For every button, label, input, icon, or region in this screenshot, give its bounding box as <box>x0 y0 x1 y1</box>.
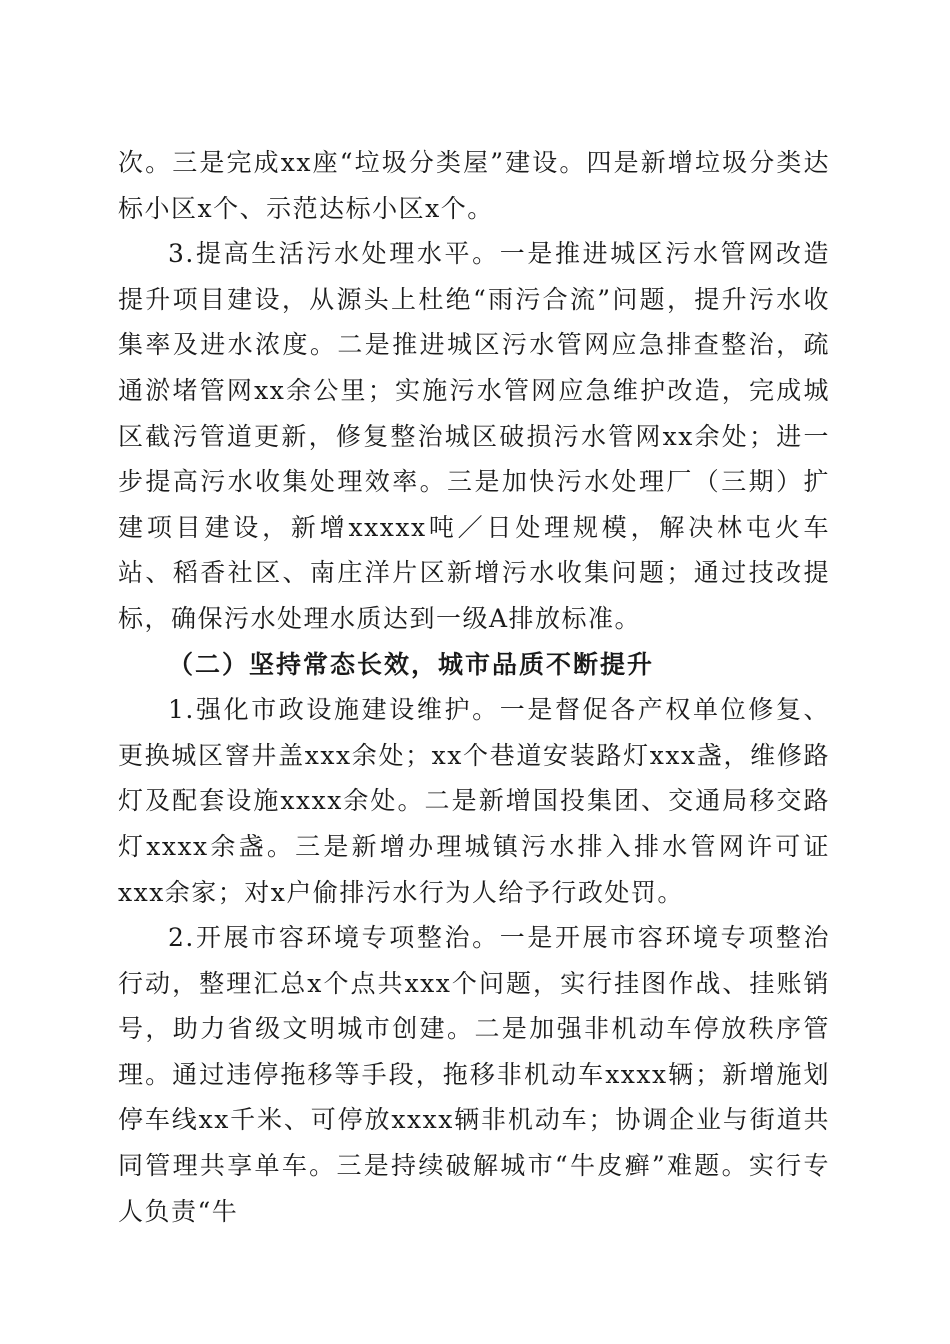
paragraph-waste-sorting-continued: 次。三是完成xx座“垃圾分类屋”建设。四是新增垃圾分类达标小区x个、示范达标小区x个。 <box>118 148 830 223</box>
paragraph-sewage-treatment: 3.提高生活污水处理水平。一是推进城区污水管网改造提升项目建设，从源头上杜绝“雨污合流”问题，提升污水收集率及进水浓度。二是推进城区污水管网应急排查整治，疏通淤堵管网xx余公里；实施污水管网应急维护改造，完成城区截污管道更新，修复整治城区破损污水管网xx余处；进一步提高污水收集处理效率。三是加快污水处理厂（三期）扩建项目建设，新增xxxxx吨／日处理规模，解决林屯火车站、稻香社区、南庄洋片区新增污水收集问题；通过技改提标，确保污水处理水质达到一级A排放标准。 <box>118 239 830 633</box>
paragraph-city-appearance: 2.开展市容环境专项整治。一是开展市容环境专项整治行动，整理汇总x个点共xxx个问题，实行挂图作战、挂账销号，助力省级文明城市创建。二是加强非机动车停放秩序管理。通过违停拖移等手段，拖移非机动车xxxx辆；新增施划停车线xx千米、可停放xxxx辆非机动车；协调企业与街道共同管理共享单车。三是持续破解城市“牛皮癣”难题。实行专人负责“牛 <box>118 923 830 1226</box>
paragraph-municipal-facilities: 1.强化市政设施建设维护。一是督促各产权单位修复、更换城区窨井盖xxx余处；xx个巷道安装路灯xxx盏，维修路灯及配套设施xxxx余处。二是新增国投集团、交通局移交路灯xxxx余盏。三是新增办理城镇污水排入排水管网许可证xxx余家；对x户偷排污水行为人给予行政处罚。 <box>118 695 830 907</box>
document-page <box>118 140 830 1234</box>
section-heading-city-quality: （二）坚持常态长效，城市品质不断提升 <box>168 649 655 679</box>
